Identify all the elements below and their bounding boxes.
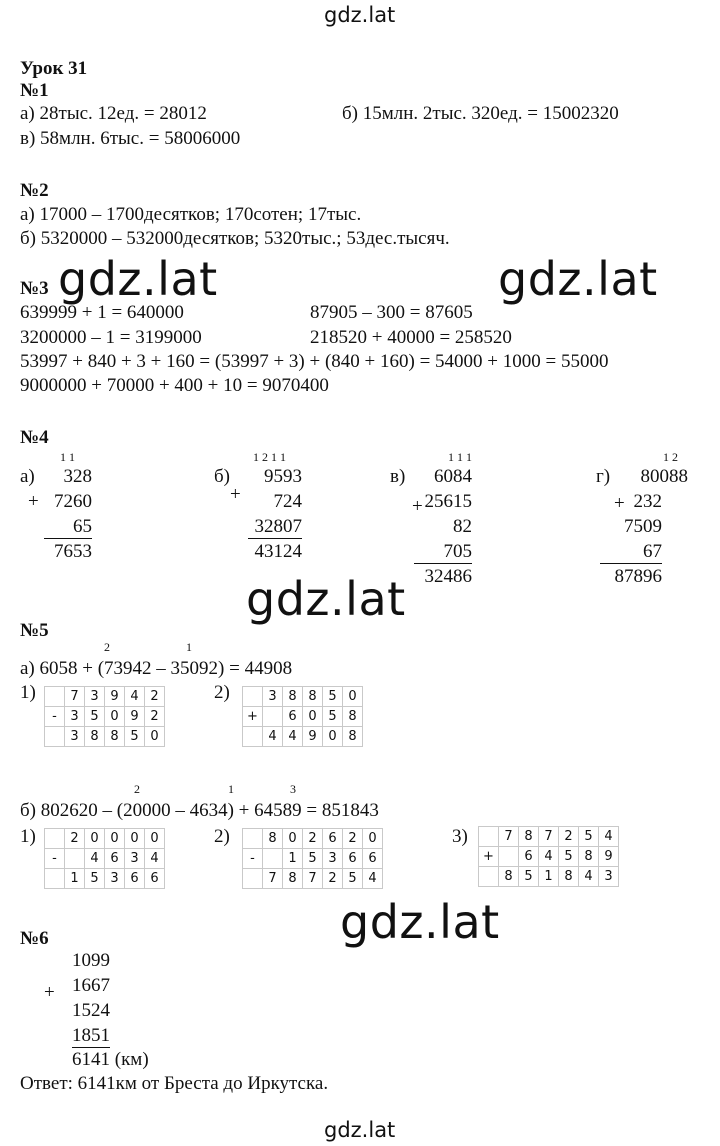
- task-4b-carry: 1 2 1 1: [253, 450, 286, 464]
- sign-cell: [479, 867, 499, 887]
- task-3-line-4: 9000000 + 70000 + 400 + 10 = 9070400: [20, 375, 329, 396]
- task-3-line-1-left: 639999 + 1 = 640000: [20, 302, 184, 323]
- digit-cell: 0: [283, 829, 303, 849]
- digit-cell: 4: [125, 687, 145, 707]
- task-5b-order-2: 1: [228, 782, 234, 796]
- digit-cell: 8: [559, 867, 579, 887]
- digit-cell: 9: [599, 847, 619, 867]
- task-4a-n2: 7260: [54, 491, 92, 512]
- task-4d-label: г): [596, 466, 611, 487]
- task-4a-carry: 1 1: [60, 450, 75, 464]
- digit-cell: 5: [85, 869, 105, 889]
- digit-cell: 5: [343, 869, 363, 889]
- digit-cell: 0: [363, 829, 383, 849]
- task-4d-n2: 232: [633, 491, 662, 512]
- digit-cell: 5: [125, 727, 145, 747]
- digit-cell: 0: [105, 829, 125, 849]
- task-4a-plus: +: [28, 491, 39, 512]
- digit-cell: 0: [85, 829, 105, 849]
- task-6-n1: 1099: [72, 950, 110, 971]
- digit-cell: 0: [145, 829, 165, 849]
- digit-cell: 7: [65, 687, 85, 707]
- task-5b-step-1-label: 1): [20, 826, 36, 847]
- task-5-heading: №5: [20, 620, 49, 641]
- task-4c-result: 32486: [424, 566, 472, 587]
- task-3-line-2-left: 3200000 – 1 = 3199000: [20, 327, 202, 348]
- task-5b-order-3: 3: [290, 782, 296, 796]
- task-4b-label: б): [214, 466, 230, 487]
- sign-cell: [45, 727, 65, 747]
- task-4c-n3: 82: [453, 516, 472, 537]
- task-4a-n3: 65: [44, 516, 92, 539]
- task-3-line-2-right: 218520 + 40000 = 258520: [310, 327, 512, 348]
- task-4c-n2: 25615: [424, 491, 472, 512]
- digit-cell: 5: [85, 707, 105, 727]
- task-5b-step-3-label: 3): [452, 826, 468, 847]
- digit-cell: 4: [263, 727, 283, 747]
- digit-cell: 3: [65, 707, 85, 727]
- task-4a-n1: 328: [63, 466, 92, 487]
- task-2-b: б) 5320000 – 532000десятков; 5320тыс.; 53дес.тысяч.: [20, 228, 450, 249]
- task-5a-step-2-label: 2): [214, 682, 230, 703]
- digit-cell: 2: [145, 707, 165, 727]
- task-5b-expression: б) 802620 – (20000 – 4634) + 64589 = 851843: [20, 800, 379, 821]
- digit-cell: 6: [125, 869, 145, 889]
- digit-cell: 8: [105, 727, 125, 747]
- task-5a-order-2: 1: [186, 640, 192, 654]
- task-4c-carry: 1 1 1: [448, 450, 472, 464]
- watermark-3: gdz.lat: [246, 572, 406, 626]
- digit-cell: 8: [283, 687, 303, 707]
- digit-cell: 3: [323, 849, 343, 869]
- task-3-heading: №3: [20, 278, 49, 299]
- digit-cell: 6: [105, 849, 125, 869]
- task-4c-n1: 6084: [434, 466, 472, 487]
- sign-cell: [243, 727, 263, 747]
- task-3-line-1-right: 87905 – 300 = 87605: [310, 302, 473, 323]
- digit-cell: 5: [519, 867, 539, 887]
- digit-cell: 3: [125, 849, 145, 869]
- digit-cell: 5: [559, 847, 579, 867]
- task-6-n4: 1851: [72, 1025, 110, 1046]
- task-6-answer: Ответ: 6141км от Бреста до Иркутска.: [20, 1073, 329, 1094]
- task-1-a: а) 28тыс. 12ед. = 28012: [20, 103, 207, 124]
- digit-cell: 1: [283, 849, 303, 869]
- task-5a-step-1-label: 1): [20, 682, 36, 703]
- digit-cell: 7: [539, 827, 559, 847]
- task-1-v: в) 58млн. 6тыс. = 58006000: [20, 128, 241, 149]
- task-3-line-3: 53997 + 840 + 3 + 160 = (53997 + 3) + (840 + 160) = 54000 + 1000 = 55000: [20, 351, 609, 372]
- digit-cell: 3: [599, 867, 619, 887]
- digit-cell: 0: [323, 727, 343, 747]
- sign-cell: [45, 869, 65, 889]
- digit-cell: 4: [363, 869, 383, 889]
- task-5a-order-1: 2: [104, 640, 110, 654]
- digit-cell: 5: [303, 849, 323, 869]
- task-4c-label: в): [390, 466, 406, 487]
- digit-cell: 6: [145, 869, 165, 889]
- task-4d-n1: 80088: [640, 466, 688, 487]
- watermark-4: gdz.lat: [340, 895, 500, 949]
- task-4d-n4: 67: [600, 541, 662, 564]
- task-4c-n4: 705: [414, 541, 472, 564]
- task-1-heading: №1: [20, 80, 49, 101]
- minus-sign: -: [45, 849, 65, 869]
- digit-cell: 8: [343, 707, 363, 727]
- task-5b-order-1: 2: [134, 782, 140, 796]
- digit-cell: 8: [343, 727, 363, 747]
- task-4b-n2: 724: [273, 491, 302, 512]
- task-6-n2: 1667: [72, 975, 110, 996]
- digit-cell: 3: [105, 869, 125, 889]
- task-4d-result: 87896: [614, 566, 662, 587]
- digit-cell: 3: [65, 727, 85, 747]
- sign-cell: [243, 869, 263, 889]
- digit-cell: 8: [499, 867, 519, 887]
- digit-cell: 5: [323, 687, 343, 707]
- digit-cell: [499, 847, 519, 867]
- digit-cell: 4: [145, 849, 165, 869]
- lesson-title: Урок 31: [20, 58, 88, 79]
- task-5a-grid-1: [44, 686, 165, 747]
- watermark-2: gdz.lat: [498, 252, 658, 306]
- digit-cell: 8: [263, 829, 283, 849]
- digit-cell: 8: [283, 869, 303, 889]
- watermark-1: gdz.lat: [58, 252, 218, 306]
- digit-cell: 9: [303, 727, 323, 747]
- task-4a-result: 7653: [54, 541, 92, 562]
- task-6-n3: 1524: [72, 1000, 110, 1021]
- minus-sign: -: [45, 707, 65, 727]
- task-6-result: 6141 (км): [72, 1049, 149, 1070]
- digit-cell: 3: [85, 687, 105, 707]
- digit-cell: 2: [343, 829, 363, 849]
- task-4d-carry: 1 2: [663, 450, 678, 464]
- digit-cell: 4: [85, 849, 105, 869]
- digit-cell: 0: [343, 687, 363, 707]
- task-4c-plus: +: [412, 496, 423, 517]
- digit-cell: 6: [519, 847, 539, 867]
- digit-cell: 0: [125, 829, 145, 849]
- digit-cell: 5: [579, 827, 599, 847]
- sign-cell: [243, 829, 263, 849]
- task-5a-grid-2: [242, 686, 363, 747]
- digit-cell: 1: [65, 869, 85, 889]
- task-4b-n1: 9593: [264, 466, 302, 487]
- task-6-plus: +: [44, 982, 55, 1003]
- digit-cell: 9: [105, 687, 125, 707]
- task-5a-expression: а) 6058 + (73942 – 35092) = 44908: [20, 658, 293, 679]
- task-5b-grid-1: [44, 828, 165, 889]
- digit-cell: 2: [323, 869, 343, 889]
- digit-cell: 0: [303, 707, 323, 727]
- digit-cell: 7: [499, 827, 519, 847]
- digit-cell: 0: [145, 727, 165, 747]
- digit-cell: 0: [105, 707, 125, 727]
- sign-cell: [243, 687, 263, 707]
- task-5b-grid-2: [242, 828, 383, 889]
- digit-cell: 4: [539, 847, 559, 867]
- task-2-heading: №2: [20, 180, 49, 201]
- plus-sign: +: [243, 707, 263, 727]
- digit-cell: [263, 707, 283, 727]
- task-5b-grid-3: [478, 826, 619, 887]
- digit-cell: 8: [303, 687, 323, 707]
- digit-cell: 9: [125, 707, 145, 727]
- task-4b-result: 43124: [254, 541, 302, 562]
- sign-cell: [45, 829, 65, 849]
- task-4-heading: №4: [20, 427, 49, 448]
- task-6-heading: №6: [20, 928, 49, 949]
- task-4a-label: а): [20, 466, 35, 487]
- digit-cell: 2: [559, 827, 579, 847]
- digit-cell: [263, 849, 283, 869]
- digit-cell: 1: [539, 867, 559, 887]
- digit-cell: 8: [579, 847, 599, 867]
- digit-cell: 4: [283, 727, 303, 747]
- digit-cell: 6: [323, 829, 343, 849]
- digit-cell: 4: [599, 827, 619, 847]
- sign-cell: [45, 687, 65, 707]
- digit-cell: 8: [519, 827, 539, 847]
- minus-sign: -: [243, 849, 263, 869]
- digit-cell: 6: [363, 849, 383, 869]
- watermark-top: gdz.lat: [324, 3, 396, 27]
- digit-cell: 7: [263, 869, 283, 889]
- digit-cell: 6: [283, 707, 303, 727]
- digit-cell: 2: [145, 687, 165, 707]
- task-4b-n3: 32807: [248, 516, 302, 539]
- digit-cell: 4: [579, 867, 599, 887]
- digit-cell: [65, 849, 85, 869]
- sign-cell: [479, 827, 499, 847]
- task-2-a: а) 17000 – 1700десятков; 170сотен; 17тыс.: [20, 204, 362, 225]
- digit-cell: 3: [263, 687, 283, 707]
- watermark-bottom: gdz.lat: [324, 1118, 396, 1142]
- plus-sign: +: [479, 847, 499, 867]
- task-4b-plus: +: [230, 484, 241, 505]
- digit-cell: 6: [343, 849, 363, 869]
- digit-cell: 2: [303, 829, 323, 849]
- task-5b-step-2-label: 2): [214, 826, 230, 847]
- task-4d-n3: 7509: [624, 516, 662, 537]
- task-4d-plus: +: [614, 493, 625, 514]
- digit-cell: 7: [303, 869, 323, 889]
- digit-cell: 5: [323, 707, 343, 727]
- digit-cell: 8: [85, 727, 105, 747]
- task-1-b: б) 15млн. 2тыс. 320ед. = 15002320: [342, 103, 619, 124]
- digit-cell: 2: [65, 829, 85, 849]
